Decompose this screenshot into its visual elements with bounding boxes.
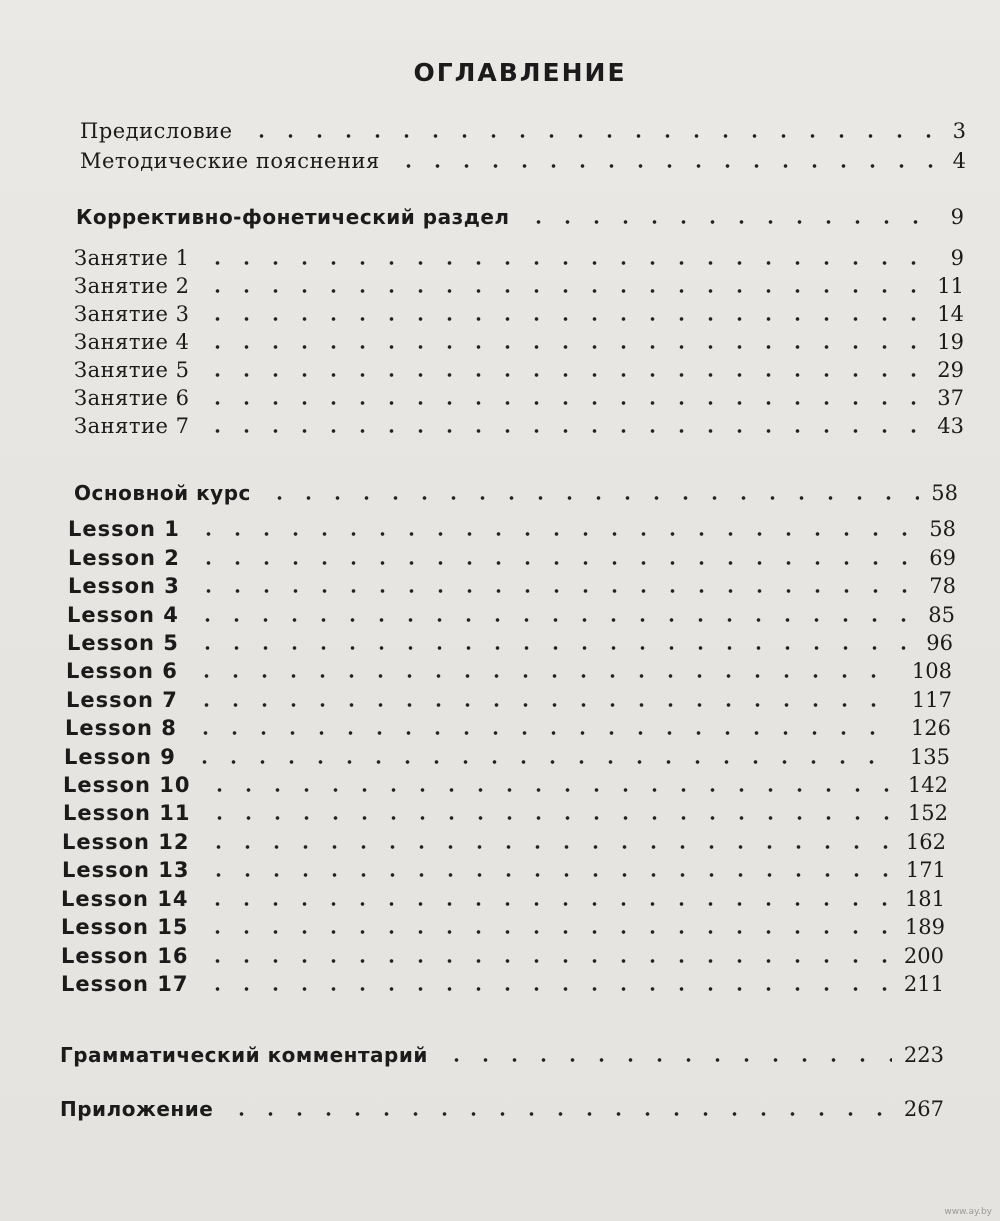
toc-entry-lesson-10[interactable]	[63, 770, 948, 800]
toc-entry-lesson-ru-1[interactable]	[74, 243, 964, 273]
dot-leader	[203, 928, 893, 936]
toc-entry-page: 126	[910, 716, 951, 740]
dot-leader	[205, 814, 896, 822]
watermark: www.ay.by	[944, 1207, 992, 1217]
toc-entry-page: 85	[928, 603, 955, 627]
dot-leader	[203, 259, 938, 267]
toc-entry-label: Lesson 3	[68, 574, 180, 598]
toc-entry-page: 3	[952, 119, 966, 143]
toc-entry-label: Lesson 17	[61, 972, 189, 996]
toc-section-label: Основной курс	[74, 481, 251, 505]
toc-section-corrective-phonetic[interactable]	[76, 202, 964, 232]
toc-entry-page: 43	[937, 414, 964, 438]
toc-entry-lesson-3[interactable]	[68, 571, 956, 601]
toc-entry-page: 78	[929, 574, 956, 598]
toc-entry-page: 181	[904, 887, 945, 911]
toc-entry-page: 162	[905, 830, 946, 854]
dot-leader	[193, 616, 916, 624]
toc-entry-label: Lesson 8	[65, 716, 177, 740]
toc-entry-page: 11	[937, 274, 964, 298]
toc-entry-page: 58	[931, 481, 958, 505]
toc-entry-page: 4	[952, 149, 966, 173]
toc-entry-page: 9	[950, 205, 964, 229]
toc-entry-lesson-14[interactable]	[61, 884, 945, 914]
dot-leader	[203, 900, 893, 908]
toc-entry-methodical-notes[interactable]	[80, 146, 966, 176]
toc-entry-lesson-4[interactable]	[67, 600, 955, 630]
toc-entry-page: 96	[926, 631, 953, 655]
toc-entry-label: Lesson 10	[63, 773, 191, 797]
toc-entry-label: Методические пояснения	[80, 149, 380, 173]
toc-entry-label: Lesson 1	[68, 517, 180, 541]
toc-entry-label: Lesson 5	[67, 631, 179, 655]
toc-entry-lesson-13[interactable]	[62, 855, 946, 885]
toc-entry-label: Lesson 11	[63, 801, 191, 825]
toc-entry-label: Lesson 13	[62, 858, 190, 882]
dot-leader	[203, 371, 925, 379]
toc-entry-page: 108	[911, 659, 952, 683]
toc-entry-page: 29	[937, 358, 964, 382]
toc-entry-lesson-11[interactable]	[63, 798, 948, 828]
dot-leader	[203, 287, 925, 295]
toc-entry-page: 267	[903, 1097, 944, 1121]
toc-entry-label: Предисловие	[80, 119, 233, 143]
toc-entry-lesson-ru-2[interactable]	[74, 271, 964, 301]
toc-entry-label: Занятие 5	[74, 358, 190, 382]
toc-entry-lesson-ru-5[interactable]	[74, 355, 964, 385]
toc-entry-lesson-ru-6[interactable]	[74, 383, 964, 413]
dot-leader	[194, 559, 917, 567]
toc-entry-page: 69	[929, 546, 956, 570]
toc-entry-preface[interactable]	[80, 116, 966, 146]
toc-entry-lesson-17[interactable]	[61, 969, 944, 999]
toc-entry-label: Занятие 4	[74, 330, 190, 354]
toc-entry-page: 117	[911, 688, 952, 712]
toc-entry-label: Lesson 2	[68, 546, 180, 570]
toc-entry-label: Занятие 3	[74, 302, 190, 326]
dot-leader	[194, 530, 917, 538]
toc-entry-lesson-ru-4[interactable]	[74, 327, 964, 357]
toc-entry-label: Lesson 7	[66, 688, 178, 712]
toc-entry-label: Занятие 2	[74, 274, 190, 298]
dot-leader	[205, 786, 896, 794]
toc-entry-label: Lesson 15	[61, 915, 189, 939]
toc-entry-page: 171	[905, 858, 946, 882]
toc-entry-page: 200	[903, 944, 944, 968]
dot-leader	[192, 701, 900, 709]
toc-entry-lesson-ru-3[interactable]	[74, 299, 964, 329]
toc-entry-lesson-15[interactable]	[61, 912, 945, 942]
toc-entry-label: Занятие 6	[74, 386, 190, 410]
toc-entry-page: 211	[903, 972, 944, 996]
toc-section-main-course[interactable]	[74, 478, 958, 508]
toc-entry-label: Lesson 4	[67, 603, 179, 627]
dot-leader	[194, 587, 917, 595]
toc-entry-lesson-1[interactable]	[68, 514, 956, 544]
dot-leader	[203, 985, 892, 993]
toc-entry-page: 223	[903, 1043, 944, 1067]
toc-section-grammar-commentary[interactable]	[60, 1040, 944, 1070]
toc-entry-lesson-16[interactable]	[61, 941, 944, 971]
dot-leader	[193, 644, 914, 652]
toc-entry-lesson-9[interactable]	[64, 742, 950, 772]
dot-leader	[203, 343, 925, 351]
dot-leader	[227, 1110, 892, 1118]
page-title: ОГЛАВЛЕНИЕ	[413, 58, 627, 87]
toc-entry-lesson-5[interactable]	[67, 628, 953, 658]
toc-entry-lesson-ru-7[interactable]	[74, 411, 964, 441]
dot-leader	[442, 1056, 892, 1064]
dot-leader	[203, 399, 925, 407]
dot-leader	[394, 162, 941, 170]
toc-entry-label: Lesson 6	[66, 659, 178, 683]
toc-entry-lesson-7[interactable]	[66, 685, 952, 715]
toc-entry-label: Lesson 16	[61, 944, 189, 968]
dot-leader	[265, 494, 919, 502]
dot-leader	[192, 672, 900, 680]
toc-entry-lesson-2[interactable]	[68, 543, 956, 573]
toc-section-appendix[interactable]	[60, 1094, 944, 1124]
toc-entry-page: 142	[907, 773, 948, 797]
toc-entry-label: Lesson 9	[64, 745, 176, 769]
toc-entry-page: 37	[937, 386, 964, 410]
toc-entry-page: 19	[937, 330, 964, 354]
toc-section-label: Приложение	[60, 1097, 214, 1121]
dot-leader	[203, 315, 925, 323]
toc-entry-lesson-6[interactable]	[66, 656, 952, 686]
toc-entry-lesson-12[interactable]	[62, 827, 946, 857]
toc-section-label: Грамматический комментарий	[60, 1043, 428, 1067]
toc-entry-label: Lesson 14	[61, 887, 189, 911]
toc-entry-page: 14	[937, 302, 964, 326]
dot-leader	[204, 843, 894, 851]
dot-leader	[524, 218, 939, 226]
toc-section-label: Коррективно-фонетический раздел	[76, 205, 510, 229]
toc-entry-label: Lesson 12	[62, 830, 190, 854]
dot-leader	[247, 132, 941, 140]
toc-entry-page: 152	[907, 801, 948, 825]
dot-leader	[191, 729, 899, 737]
toc-entry-label: Занятие 7	[74, 414, 190, 438]
dot-leader	[203, 427, 925, 435]
toc-entry-label: Занятие 1	[74, 246, 190, 270]
toc-entry-lesson-8[interactable]	[65, 713, 951, 743]
dot-leader	[203, 957, 892, 965]
dot-leader	[204, 871, 894, 879]
toc-entry-page: 135	[909, 745, 950, 769]
toc-entry-page: 58	[929, 517, 956, 541]
toc-entry-page: 9	[950, 246, 964, 270]
dot-leader	[190, 758, 898, 766]
toc-entry-page: 189	[904, 915, 945, 939]
